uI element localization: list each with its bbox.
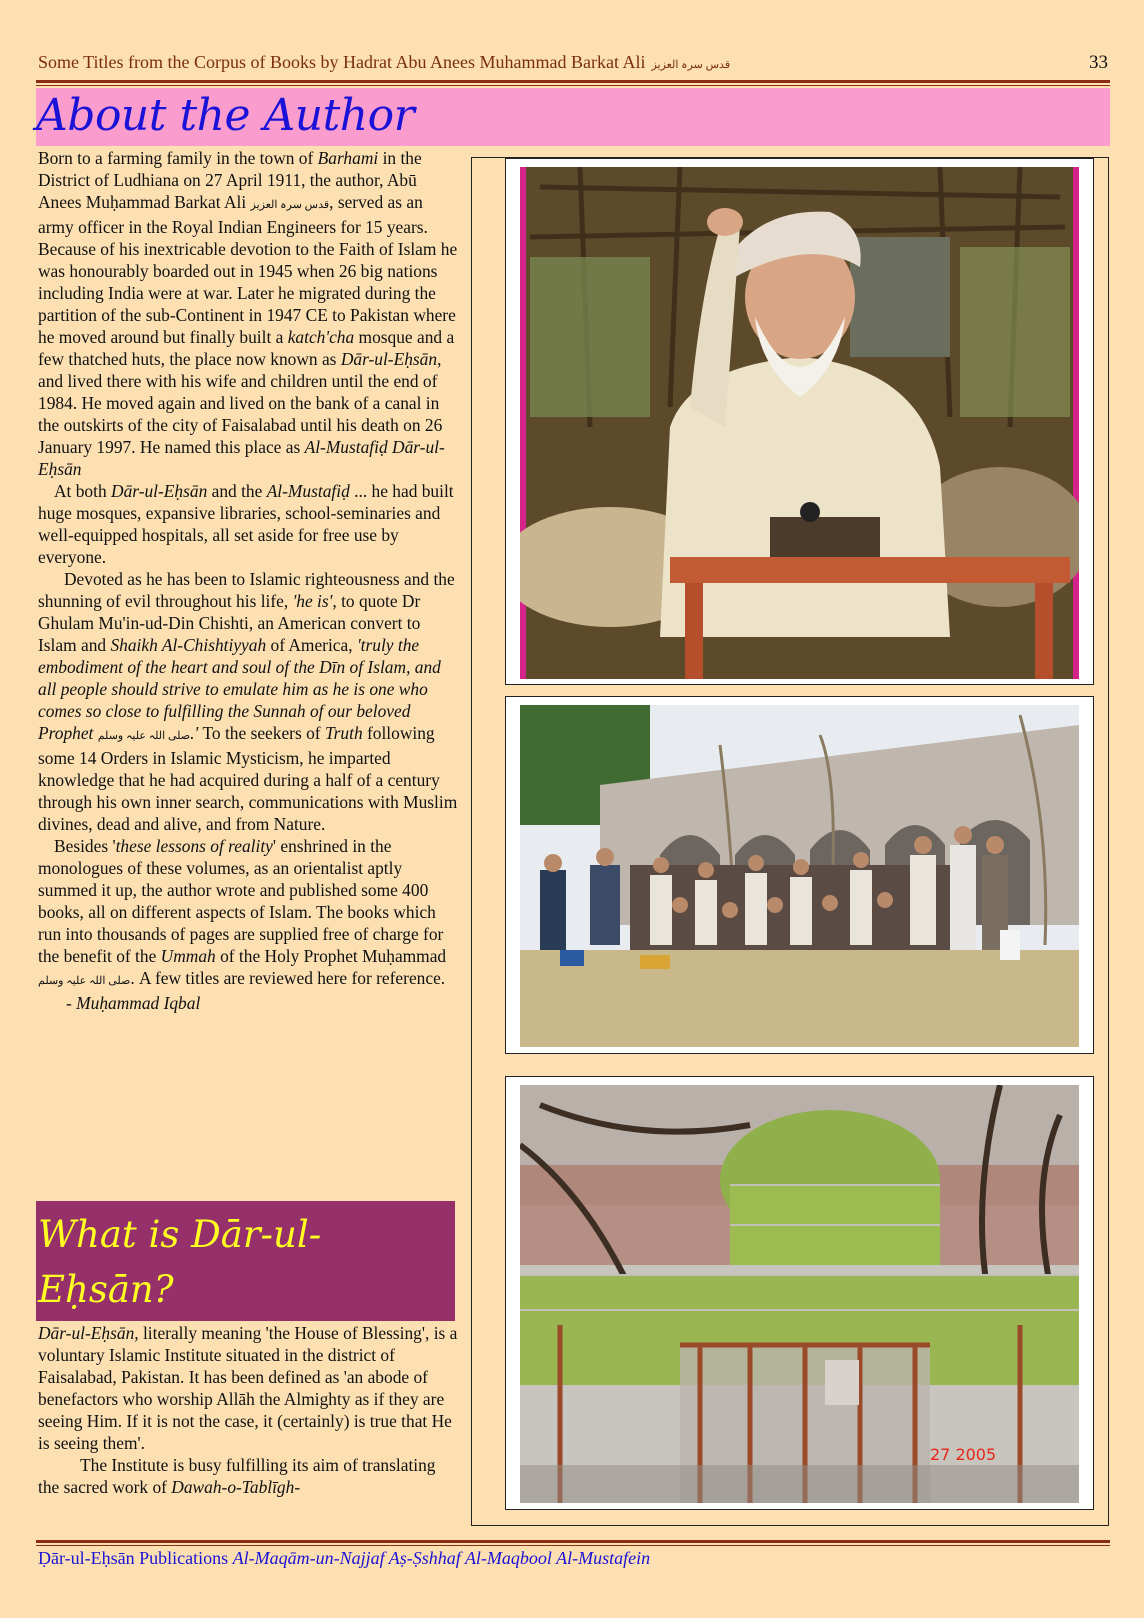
text: Besides ' bbox=[54, 836, 116, 856]
text: Truth bbox=[324, 723, 363, 743]
author-signature bbox=[38, 992, 458, 1014]
shrine-photo bbox=[505, 1076, 1094, 1510]
darul-heading: What is Dār-ul-Eḥsān? bbox=[38, 1213, 322, 1311]
honorific: صلی اللہ علیہ وسلم bbox=[97, 730, 191, 742]
footer-address: Al-Maqām-un-Najjaf Aṣ-Ṣshhaf Al-Maqbool Al-Mustafein bbox=[232, 1548, 651, 1568]
about-body bbox=[38, 147, 458, 1014]
text: literally meaning 'the House of Blessing', is a voluntary Islamic Institute situated in the district of Faisalabad, Pakistan. It has been defined as 'an abode of benefactors who worship Allāh the Almighty as if they are seeing Him. If it is not the case, it (certainly) is true that He is seeing them'. bbox=[38, 1323, 458, 1453]
text: . A few titles are reviewed here for reference. bbox=[130, 968, 446, 988]
darul-body bbox=[38, 1322, 458, 1498]
signature-text: - Muḥammad Iqbal bbox=[66, 993, 201, 1013]
text: Born to a farming family in the town of bbox=[38, 148, 318, 168]
text: The Institute is busy fulfilling its aim of translating the sacred work of bbox=[38, 1455, 436, 1497]
darul-paragraph-2 bbox=[38, 1454, 458, 1498]
text: , served as an army officer in the Royal Indian Engineers for 15 years. Because of his inextricable devotion to the Faith of Islam he was honourably boarded out in 1945 when 26 big nations including India were at war. Later he migrated during the partition of the sub-Continent in 1947 CE to Pakistan where he moved around but finally built a bbox=[38, 192, 458, 347]
honorific: صلی اللہ علیہ وسلم bbox=[38, 975, 131, 987]
text: Dār-ul-Eḥsān bbox=[340, 349, 438, 369]
header-rule-thin bbox=[36, 85, 1110, 86]
text: of America, bbox=[266, 635, 357, 655]
text: Shaikh Al-Chishtiyyah bbox=[110, 635, 267, 655]
text: , and lived there with his wife and children until the end of 1984. He moved again and lived on the bank of a canal in the outskirts of the city of Faisalabad until his death on 26 January 1997. He named this place as bbox=[38, 349, 443, 457]
about-paragraph-3 bbox=[38, 568, 458, 835]
about-paragraph-4 bbox=[38, 835, 458, 992]
footer-rule bbox=[36, 1540, 1110, 1543]
text: and the bbox=[207, 481, 267, 501]
page-number: 33 bbox=[1089, 52, 1108, 73]
text: ' enshrined in the monologues of these volumes, as an orientalist aptly summed it up, the author wrote and published some 400 books, all on different aspects of Islam. The books which run into thousands of pages are supplied free of charge for the benefit of the bbox=[38, 836, 444, 966]
header-title-text: Some Titles from the Corpus of Books by Hadrat Abu Anees Muhammad Barkat Ali bbox=[38, 52, 646, 72]
text: Dawah-o-Tablīgh- bbox=[171, 1477, 301, 1497]
footer-publisher: Ḍār-ul-Eḥsān Publications bbox=[38, 1548, 229, 1568]
text: 'truly the embodiment of the heart and soul of the Dīn of Islam, and all people should strive to emulate him as he is one who comes so close to fulfilling the Sunnah of our beloved Prophet bbox=[38, 635, 441, 743]
text: mosque and a few thatched huts, the place now known as bbox=[38, 327, 455, 369]
text: Ummah bbox=[160, 946, 216, 966]
footer-rule-thin bbox=[36, 1545, 1110, 1546]
about-paragraph-2 bbox=[38, 480, 458, 568]
text: these lessons of reality bbox=[115, 836, 273, 856]
group-photo bbox=[505, 696, 1094, 1054]
darul-heading-band bbox=[36, 1201, 455, 1321]
page-footer bbox=[38, 1548, 650, 1569]
about-heading: About the Author bbox=[36, 90, 415, 141]
photo-date-stamp: 27 2005 bbox=[930, 1445, 997, 1464]
text: ... he had built huge mosques, expansive libraries, school-seminaries and well-equipped hospitals, all set aside for free use by everyone. bbox=[38, 481, 454, 567]
text: Dār-ul-Eḥsān, bbox=[38, 1323, 139, 1343]
darul-paragraph-1 bbox=[38, 1322, 458, 1454]
text: Al-Mustafiḍ bbox=[266, 481, 350, 501]
author-photo bbox=[505, 158, 1094, 685]
header-honorific: قدس سرہ العزیز bbox=[651, 59, 731, 71]
text: of the Holy Prophet Muḥammad bbox=[215, 946, 447, 966]
text: to quote Dr Ghulam Mu'in-ud-Din Chishti, an American convert to Islam and bbox=[38, 591, 421, 655]
text: 'he is', bbox=[292, 591, 337, 611]
text: At both bbox=[54, 481, 112, 501]
text: Barhami bbox=[317, 148, 379, 168]
honorific: قدس سرہ العزیز bbox=[250, 199, 330, 211]
header-title bbox=[38, 52, 730, 73]
about-paragraph-1 bbox=[38, 147, 458, 480]
group-photo-image bbox=[520, 705, 1079, 1047]
shrine-photo-image bbox=[520, 1085, 1079, 1503]
header-rule bbox=[36, 80, 1110, 83]
about-heading-band bbox=[36, 88, 1110, 146]
text: Dār-ul-Eḥsān bbox=[111, 481, 208, 501]
text: Devoted as he has been to Islamic righteousness and the shunning of evil throughout his life, bbox=[38, 569, 455, 611]
page-header bbox=[38, 52, 1108, 74]
text: .' bbox=[190, 723, 199, 743]
text: following some 14 Orders in Islamic Mysticism, he imparted knowledge that he had acquired during a half of a century through his own inner search, communications with Muslim divines, dead and alive, and from Nature. bbox=[38, 723, 458, 834]
text: To the seekers of bbox=[198, 723, 325, 743]
text: Al-Mustafiḍ Dār-ul-Eḥsān bbox=[38, 437, 445, 479]
text: in the District of Ludhiana on 27 April 1911, the author, Abū Anees Muḥammad Barkat Ali bbox=[38, 148, 422, 212]
author-photo-image bbox=[520, 167, 1079, 679]
text: katch'cha bbox=[287, 327, 355, 347]
